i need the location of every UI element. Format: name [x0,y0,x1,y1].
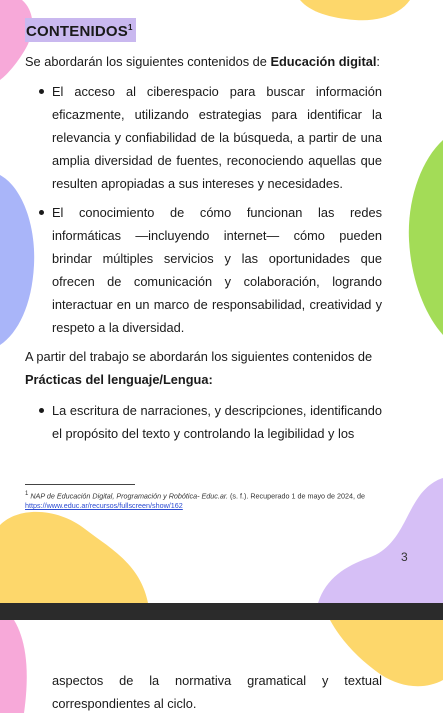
digital-education-list [25,80,382,195]
intro-bold-subject: Educación digital [270,54,377,69]
footnote-link[interactable]: https://www.educ.ar/recursos/fullscreen/show/162 [25,501,183,511]
page-number: 3 [401,550,408,564]
yellow-blob-bottom-left [0,505,150,603]
page-heading: CONTENIDOS$^1$ [25,18,136,42]
list-item: La escritura de narraciones, y descripciones, identificando el propósito del texto y controlando la legibilidad y los [25,399,382,445]
footnote: $^1$ NAP de Educación Digital, Programación y Robótica- Educ.ar. (s. f.). Recuperado 1 de mayo de 2024, de https://www.educ.ar/recursos/fullscreen/show/162 [25,491,366,511]
digital-education-list-2 [25,201,382,339]
list-item: El conocimiento de cómo funcionan las redes informáticas —incluyendo internet— cómo pueden brindar múltiples servicios y las oportunidades que ofrecen de comunicación y colaboración, logrando interactuar en un marco de responsabilidad, creatividad y respeto a la diversidad. [25,201,382,339]
page-separator [0,603,443,620]
language-subject-bold: Prácticas del lenguaje/Lengua: [25,372,213,387]
footnote-divider [25,484,135,485]
language-intro-paragraph: A partir del trabajo se abordarán los siguientes contenidos de Prácticas del lenguaje/Lengua: [25,349,373,387]
language-list [25,399,382,445]
document-page-2 [0,620,443,713]
intro-paragraph: Se abordarán los siguientes contenidos de Educación digital: [25,54,380,69]
green-blob-right [405,140,443,335]
pink-blob-page2 [0,620,32,713]
continued-list-text: aspectos de la normativa gramatical y textual correspondientes al ciclo. [52,673,382,711]
list-item: El acceso al ciberespacio para buscar información eficazmente, utilizando estrategias para identificar la relevancia y confiabilidad de la búsqueda, a partir de una amplia diversidad de fuentes, reconociendo aquellas que resulten apropiadas a sus intereses y necesidades. [25,80,382,195]
yellow-blob-top [300,0,410,22]
footnote-marker: 1 [128,23,133,32]
